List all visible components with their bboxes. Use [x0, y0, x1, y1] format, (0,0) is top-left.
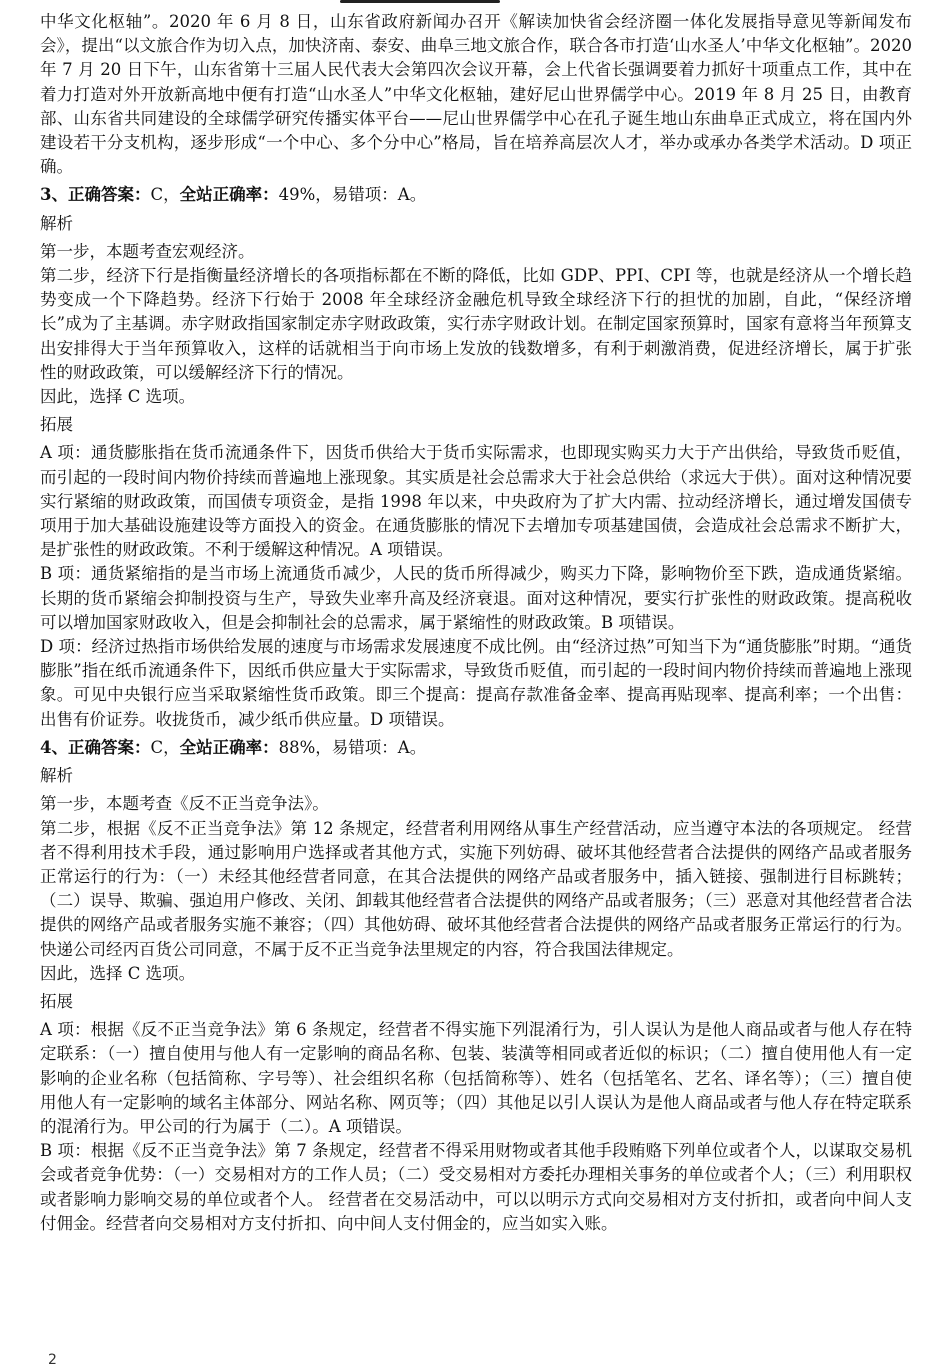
q3-extension-label: 拓展	[40, 415, 73, 435]
q3-extension-b: B 项：通货紧缩指的是当市场上流通货币减少，人民的货币所得减少，购买力下降，影响物价至下跌，造成通货紧缩。长期的货币紧缩会抑制投资与生产，导致失业率升高及经济衰退。面对这种情况，要实行扩张性的财政政策。提高税收可以增加国家财政收入，但是会抑制社会的总需求，属于紧缩性的财政政策。B 项错误。	[40, 564, 912, 632]
q4-analysis-conclusion: 因此，选择 C 选项。	[40, 963, 196, 983]
q4-answer-line	[40, 736, 912, 760]
q3-analysis-step2: 第二步，经济下行是指衡量经济增长的各项指标都在不断的降低，比如 GDP、PPI、CPI 等，也就是经济从一个增长趋势变成一个下降趋势。经济下行始于 2008 年全球经济金融危机导致全球经济下行的担忧的加剧，自此，“保经济增长”成为了主基调。赤字财政指国家制定赤字财政政策，实行赤字财政计划。在制定国家预算时，国家有意将当年预算支出安排得大于当年预算收入，这样的话就相当于向市场上发放的钱数增多，有利于刺激消费，促进经济增长，属于扩张性的财政政策，可以缓解经济下行的情况。	[40, 266, 912, 382]
q3-rate-value: 49%，易错项：A。	[278, 185, 427, 205]
intro-paragraph: 中华文化枢轴”。2020 年 6 月 8 日，山东省政府新闻办召开《解读加快省会经济圈一体化发展指导意见等新闻发布会》，提出“以文旅合作为切入点，加快济南、泰安、曲阜三地文旅合作，联合各市打造‘山水圣人’中华文化枢轴”。2020 年 7 月 20 日下午，山东省第十三届人民代表大会第四次会议开幕，会上代省长强调要着力抓好十项重点工作，其中在着力打造对外开放新高地中便有打造“山水圣人”中华文化枢轴，建好尼山世界儒学中心。2019 年 8 月 25 日，由教育部、山东省共同建设的全球儒学研究传播实体平台——尼山世界儒学中心在孔子诞生地山东曲阜正式成立，将在国内外建设若干分支机构，逐步形成“一个中心、多个分中心”格局，旨在培养高层次人才，举办或承办各类学术活动。D 项正确。	[40, 12, 912, 177]
q4-extension-a: A 项：根据《反不正当竞争法》第 6 条规定，经营者不得实施下列混淆行为，引人误认为是他人商品或者与他人存在特定联系：（一）擅自使用与他人有一定影响的商品名称、包装、装潢等相同或者近似的标识；（二）擅自使用他人有一定影响的企业名称（包括简称、字号等）、社会组织名称（包括简称等）、姓名（包括笔名、艺名、译名等）；（三）擅自使用他人有一定影响的域名主体部分、网站名称、网页等；（四）其他足以引人误认为是他人商品或者与他人存在特定联系的混淆行为。甲公司的行为属于（二）。A 项错误。	[40, 1020, 912, 1136]
q4-extension-b: B 项：根据《反不正当竞争法》第 7 条规定，经营者不得采用财物或者其他手段贿赂下列单位或者个人，以谋取交易机会或者竞争优势：（一）交易相对方的工作人员；（二）受交易相对方委托办理相关事务的单位或者个人；（三）利用职权或者影响力影响交易的单位或者个人。 经营者在交易活动中，可以以明示方式向交易相对方支付折扣，或者向中间人支付佣金。经营者向交易相对方支付折扣、向中间人支付佣金的，应当如实入账。	[40, 1141, 912, 1233]
q4-answer-label: 4、正确答案：	[40, 737, 151, 757]
q4-answer-value: C，	[150, 737, 180, 757]
q4-extension	[40, 1018, 912, 1236]
q3-extension-d: D 项：经济过热指市场供给发展的速度与市场需求发展速度不成比例。由“经济过热”可知当下为“通货膨胀”时期。“通货膨胀”指在纸币流通条件下，因纸币供应量大于实际需求，导致货币贬值，而引起的一段时间内物价持续而普遍地上涨现象。可见中央银行应当采取紧缩性货币政策。即三个提高：提高存款准备金率、提高再贴现率、提高利率；一个出售：出售有价证券。收拢货币，减少纸币供应量。D 项错误。	[40, 637, 912, 729]
q4-rate-label: 全站正确率：	[179, 737, 279, 757]
q3-extension-a: A 项：通货膨胀指在货币流通条件下，因货币供给大于货币实际需求，也即现实购买力大于产出供给，导致货币贬值，而引起的一段时间内物价持续而普遍地上涨现象。其实质是社会总需求大于社会总供给（求远大于供）。面对这种情况要实行紧缩的财政政策，而国债专项资金，是指 1998 年以来，中央政府为了扩大内需、拉动经济增长，通过增发国债专项用于加大基础设施建设等方面投入的资金。在通货膨胀的情况下去增加专项基建国债，会造成社会总需求不断扩大，是扩张性的财政政策。不利于缓解这种情况。A 项错误。	[40, 443, 912, 560]
q3-analysis-label: 解析	[40, 213, 73, 233]
header-rule	[340, 0, 500, 3]
q4-extension-label: 拓展	[40, 991, 73, 1011]
q4-analysis-step2: 第二步，根据《反不正当竞争法》第 12 条规定，经营者利用网络从事生产经营活动，应当遵守本法的各项规定。 经营者不得利用技术手段，通过影响用户选择或者其他方式，实施下列妨碍、破坏其他经营者合法提供的网络产品或者服务正常运行的行为：（一）未经其他经营者同意，在其合法提供的网络产品或者服务中，插入链接、强制进行目标跳转；（二）误导、欺骗、强迫用户修改、关闭、卸载其他经营者合法提供的网络产品或者服务；（三）恶意对其他经营者合法提供的网络产品或者服务实施不兼容；（四）其他妨碍、破坏其他经营者合法提供的网络产品或者服务正常运行的行为。快递公司经丙百货公司同意，不属于反不正当竞争法里规定的内容，符合我国法律规定。	[40, 818, 912, 959]
q4-analysis-step1: 第一步，本题考查《反不正当竞争法》。	[40, 794, 329, 814]
q3-extension	[40, 441, 912, 731]
page-number: 2	[48, 1352, 57, 1368]
q4-analysis	[40, 792, 912, 986]
q3-analysis	[40, 240, 912, 409]
q4-analysis-label: 解析	[40, 766, 73, 786]
q3-answer-line	[40, 183, 912, 207]
q3-answer-label: 3、正确答案：	[40, 185, 151, 205]
q3-analysis-step1: 第一步，本题考查宏观经济。	[40, 241, 255, 261]
document-page	[40, 10, 912, 1236]
q3-rate-label: 全站正确率：	[179, 185, 279, 205]
q4-rate-value: 88%，易错项：A。	[278, 737, 427, 757]
q3-answer-value: C，	[150, 185, 180, 205]
q3-analysis-conclusion: 因此，选择 C 选项。	[40, 387, 196, 407]
